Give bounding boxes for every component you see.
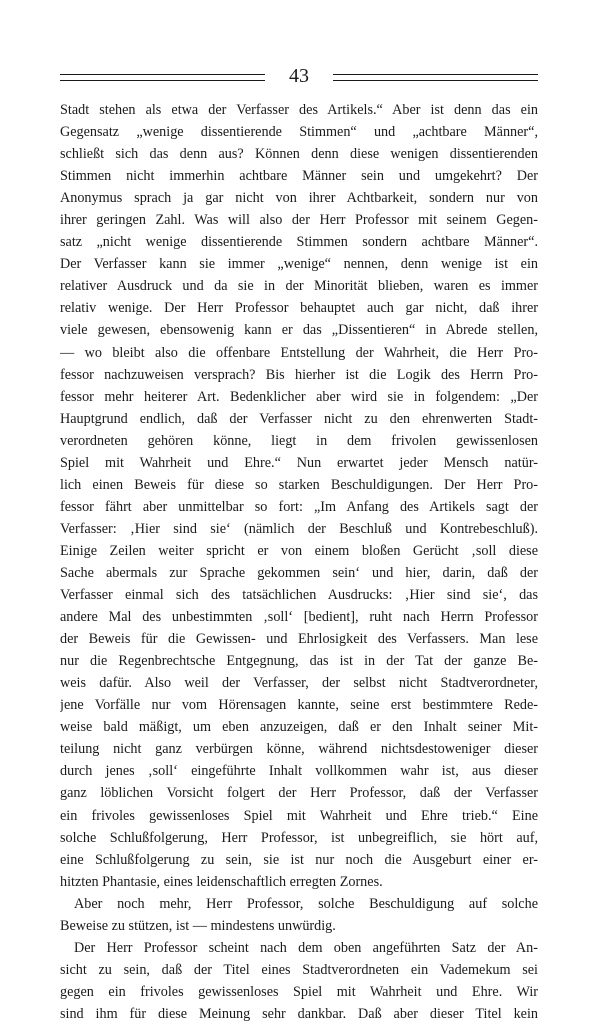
header-rule-right [333, 74, 538, 81]
page-header [60, 62, 538, 92]
text-line: viele gewesen, ebensowenig kann er das „Dissentieren“ in Abrede stellen, [60, 322, 538, 339]
text-line: Sache abermals zur Sprache gekommen sein‘ und hier, darin, daß der [60, 564, 538, 581]
text-line: fessor fährt aber unmittelbar so fort: „Im Anfang des Artikels sagt der [60, 498, 538, 515]
text-line: fessor mehr heiterer Art. Bedenklicher aber wird sie in folgendem: „Der [60, 388, 538, 405]
text-line: jene Vorfälle nur vom Hörensagen kannte, seine erst bestimmtere Rede- [60, 697, 538, 714]
text-line: fessor nachzuweisen versprach? Bis hierher ist die Logik des Herrn Pro- [60, 366, 538, 383]
text-line: eine Schlußfolgerung zu sein, sie ist nur noch die Ausgeburt einer er- [60, 851, 538, 868]
text-line: sicht zu sein, daß der Titel eines Stadtverordneten ein Vademekum sei [60, 961, 538, 978]
text-line: Verfasser einmal sich des tatsächlichen Ausdrucks: ‚Hier sind sie‘, das [60, 587, 538, 604]
text-line: Aber noch mehr, Herr Professor, solche Beschuldigung auf solche [74, 895, 538, 912]
text-line: andere Mal des unbestimmten ‚soll‘ [bedient], ruht nach Herrn Professor [60, 609, 538, 626]
text-line: Spiel mit Wahrheit und Ehre.“ Nun erwartet jeder Mensch natür- [60, 454, 538, 471]
text-line: Beweise zu stützen, ist — mindestens unwürdig. [60, 917, 336, 934]
text-line: nur die Regenbrechtsche Entgegnung, das ist in der Tat der ganze Be- [60, 653, 538, 670]
text-line: satz „nicht wenige dissentierende Stimmen sondern achtbare Männer“. [60, 234, 538, 251]
text-line: schließt sich das denn aus? Können denn diese wenigen dissentierenden [60, 146, 538, 163]
text-line: der Beweis für die Gewissen- und Ehrlosigkeit des Verfassers. Man lese [60, 631, 538, 648]
text-line: sind ihm für diese Meinung sehr dankbar. Daß aber dieser Titel kein [60, 1005, 538, 1022]
text-line: Verfasser: ‚Hier sind sie‘ (nämlich der Beschluß und Kontrebeschluß). [60, 520, 538, 537]
text-line: — wo bleibt also die offenbare Entstellung der Wahrheit, die Herr Pro- [60, 344, 538, 361]
text-line: Stadt stehen als etwa der Verfasser des Artikels.“ Aber ist denn das ein [60, 102, 538, 118]
text-line: ein frivoles gewissenloses Spiel mit Wahrheit und Ehre trieb.“ Eine [60, 807, 538, 824]
text-line: durch jenes ‚soll‘ eingeführte Inhalt vollkommen wahr ist, aus dieser [60, 763, 538, 780]
text-line: Der Verfasser kann sie immer „wenige“ nennen, denn wenige ist ein [60, 256, 538, 273]
text-line: ihrer geringen Zahl. Was will also der Herr Professor mit seinem Gegen- [60, 212, 538, 229]
text-line: teilung nicht ganz verbürgen könne, während nichtsdestoweniger dieser [60, 741, 538, 758]
text-line: Hauptgrund endlich, daß der Verfasser nicht zu den ehrenwerten Stadt- [60, 410, 538, 427]
text-line: weis dafür. Also weil der Verfasser, der selbst nicht Stadtverordneter, [60, 675, 538, 692]
page-number: 43 [289, 65, 309, 87]
header-rule-left [60, 74, 265, 81]
page-body [60, 99, 538, 1025]
text-line: hitzten Phantasie, eines leidenschaftlich erregten Zornes. [60, 873, 383, 890]
text-line: verordneten gehören könne, liegt in dem frivolen gewissenlosen [60, 432, 538, 449]
text-line: Einige Zeilen weiter spricht er von einem bloßen Gerücht ‚soll diese [60, 542, 538, 559]
text-line: relativer Ausdruck und da sie in der Minorität blieben, waren es immer [60, 278, 538, 295]
text-line: solche Schlußfolgerung, Herr Professor, ist unbegreiflich, sie hört auf, [60, 829, 538, 846]
text-line: relativ wenige. Der Herr Professor behauptet auch gar nicht, daß ihrer [60, 300, 538, 317]
text-line: Stimmen nicht immerhin achtbare Männer sein und umgekehrt? Der [60, 168, 538, 185]
text-line: Gegensatz „wenige dissentierende Stimmen“ und „achtbare Männer“, [60, 124, 538, 141]
text-line: gegen ein frivoles gewissenloses Spiel mit Wahrheit und Ehre. Wir [60, 983, 538, 1000]
text-line: weise bald mäßigt, um eben anzuzeigen, daß er den Inhalt seiner Mit- [60, 719, 538, 736]
text-line: Der Herr Professor scheint nach dem oben angeführten Satz der An- [74, 939, 538, 956]
text-line: lich einen Beweis für diese so starken Beschuldigungen. Der Herr Pro- [60, 476, 538, 493]
text-line: ganz löblichen Vorsicht folgert der Herr Professor, daß der Verfasser [60, 785, 538, 802]
text-line: Anonymus sprach ja gar nicht von ihrer Achtbarkeit, sondern nur von [60, 190, 538, 207]
